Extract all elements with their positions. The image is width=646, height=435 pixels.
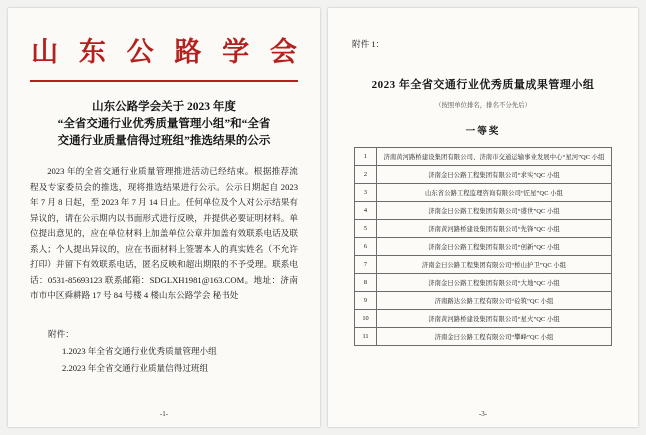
row-index: 6 xyxy=(355,238,377,256)
row-index: 7 xyxy=(355,256,377,274)
attachment-subtitle: （按照单位排名，排名不分先后） xyxy=(435,102,531,109)
row-index: 1 xyxy=(355,148,377,166)
row-group-name: 济南路达公路工程有限公司“砼筑”QC 小组 xyxy=(377,292,612,310)
qc-group-table-body xyxy=(355,148,612,346)
row-group-name: 山东省公路工程监理咨询有限公司“匠星”QC 小组 xyxy=(377,184,612,202)
row-index: 11 xyxy=(355,328,377,346)
table-row xyxy=(355,238,612,256)
page-number-right: -3- xyxy=(478,410,488,418)
attachment-list-label: 附件： xyxy=(48,328,74,339)
table-row xyxy=(355,184,612,202)
qc-group-table xyxy=(354,147,612,346)
document-page-left xyxy=(8,8,320,427)
award-level-heading: 一等奖 xyxy=(465,126,501,137)
row-index: 3 xyxy=(355,184,377,202)
table-row xyxy=(355,310,612,328)
table-row xyxy=(355,220,612,238)
row-group-name: 济南金曰公路工程集团有限公司“创新”QC 小组 xyxy=(377,238,612,256)
table-row xyxy=(355,274,612,292)
row-index: 4 xyxy=(355,202,377,220)
attachment-list xyxy=(48,326,298,377)
row-group-name: 济南黄河路桥建设集团有限公司“星火”QC 小组 xyxy=(377,310,612,328)
table-row xyxy=(355,256,612,274)
table-row xyxy=(355,166,612,184)
row-group-name: 济南金曰公路工程集团有限公司“大地”QC 小组 xyxy=(377,274,612,292)
row-group-name: 济南金曰公路工程集团有限公司“桥山护卫”QC 小组 xyxy=(377,256,612,274)
organization-masthead: 山 东 公 路 学 会 xyxy=(31,37,304,67)
row-index: 2 xyxy=(355,166,377,184)
row-group-name: 济南黄河路桥建设集团有限公司、济南市交通运输事业发展中心“星河”QC 小组 xyxy=(377,148,612,166)
attachment-item-2: 2.2023 年全省交通行业质量信得过班组 xyxy=(62,362,209,373)
document-body-paragraph: 2023 年的全省交通行业质量管理推进活动已经结束。根据推荐流程及专家委员会的推选，现将推选结果进行公示。公示日期起自 2023 年 7 月 8 日起，至 2023 年 7 月 14 日止。任何单位及个人对公示结果有异议的，请在公示期内以书面形式进行反映，并提供必要证明材料。单位提出意见的，应在单位材料上加盖单位公章并加盖有效联系电话及联系人；个人提出异议的，应在书面材料上签署本人的真实姓名（不允许打印）并留下有效联系电话，匿名反映和超出期限的不予受理。联系电话：0531-85693123 联系邮箱：SDGLXH1981@163.COM。地址：济南市市中区舜耕路 17 号 84 号楼 4 楼山东公路学会 秘书处 xyxy=(30,166,298,300)
row-index: 8 xyxy=(355,274,377,292)
row-group-name: 济南金曰公路工程有限公司“攀峰”QC 小组 xyxy=(377,328,612,346)
page-number-left: -1- xyxy=(159,410,169,418)
row-group-name: 济南黄河路桥建设集团有限公司“先锋”QC 小组 xyxy=(377,220,612,238)
attachment-title: 2023 年全省交通行业优秀质量成果管理小组 xyxy=(371,79,595,91)
document-page-right xyxy=(328,8,638,427)
table-row xyxy=(355,328,612,346)
row-index: 9 xyxy=(355,292,377,310)
row-group-name: 济南金曰公路工程集团有限公司“盛世”QC 小组 xyxy=(377,202,612,220)
document-body xyxy=(30,164,298,304)
document-title-line-2: “全省交通行业优秀质量管理小组”和“全省 xyxy=(57,118,271,130)
table-row xyxy=(355,148,612,166)
table-row xyxy=(355,202,612,220)
document-title-line-1: 山东公路学会关于 2023 年度 xyxy=(92,101,236,113)
document-title xyxy=(26,99,302,150)
attachment-item-1: 1.2023 年全省交通行业优秀质量管理小组 xyxy=(62,345,217,356)
row-index: 5 xyxy=(355,220,377,238)
row-group-name: 济南金曰公路工程集团有限公司“求实”QC 小组 xyxy=(377,166,612,184)
table-row xyxy=(355,292,612,310)
masthead-divider xyxy=(30,80,298,82)
attachment-label: 附件 1： xyxy=(352,39,385,49)
document-title-line-3: 交通行业质量信得过班组”推选结果的公示 xyxy=(57,135,271,147)
row-index: 10 xyxy=(355,310,377,328)
